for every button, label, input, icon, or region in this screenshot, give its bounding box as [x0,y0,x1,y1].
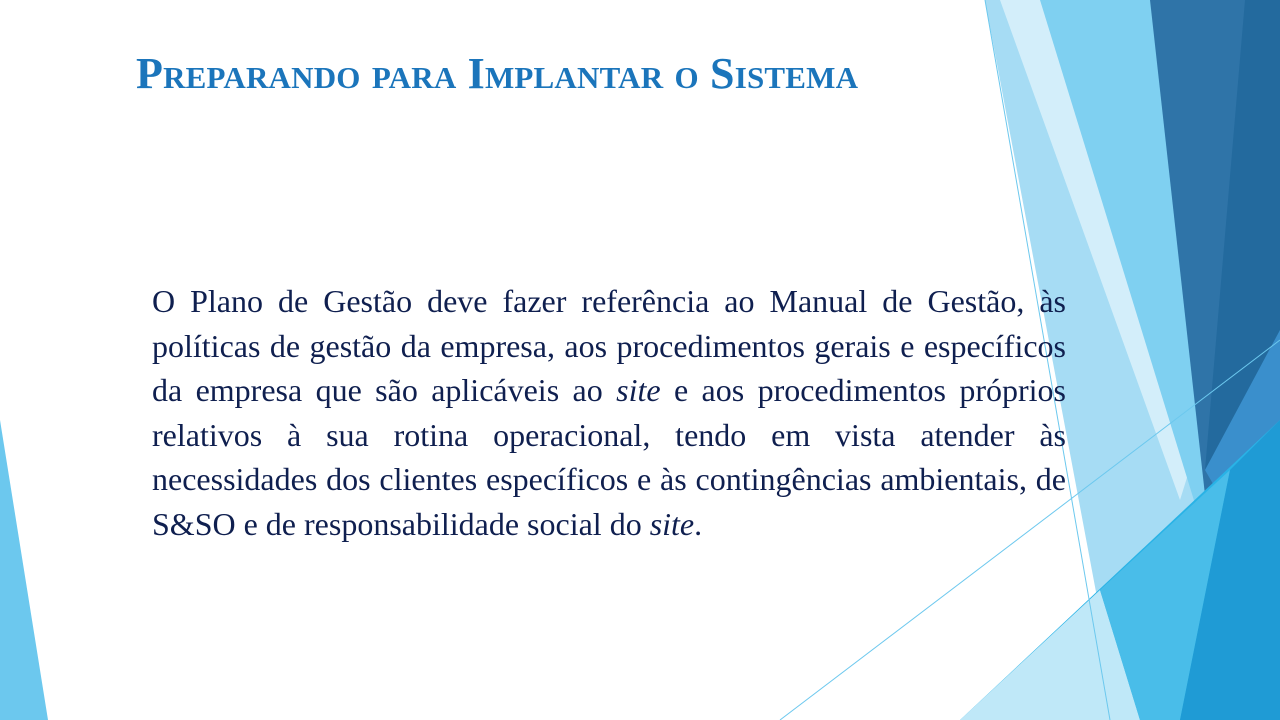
left-edge-shape [0,420,48,720]
body-paragraph [152,279,1066,546]
paragraph-segment: e aos procedimentos próprios relativos à sua rotina operacional, tendo em vista atender às necessidades dos clientes específicos e às contingências ambientais, de S&SO e de responsabilidade social do [152,372,1067,542]
paragraph-segment-italic: site [649,505,695,542]
paragraph-segment: . [694,505,703,542]
slide-title: Preparando para Implantar o Sistema [136,49,859,98]
paragraph-segment-italic: site [616,372,661,408]
paragraph-segment: O Plano de Gestão deve fazer referência ao Manual de Gestão, às políticas de gestão da empresa, aos procedimentos gerais e específicos da empresa que são aplicáveis ao [152,283,1066,408]
